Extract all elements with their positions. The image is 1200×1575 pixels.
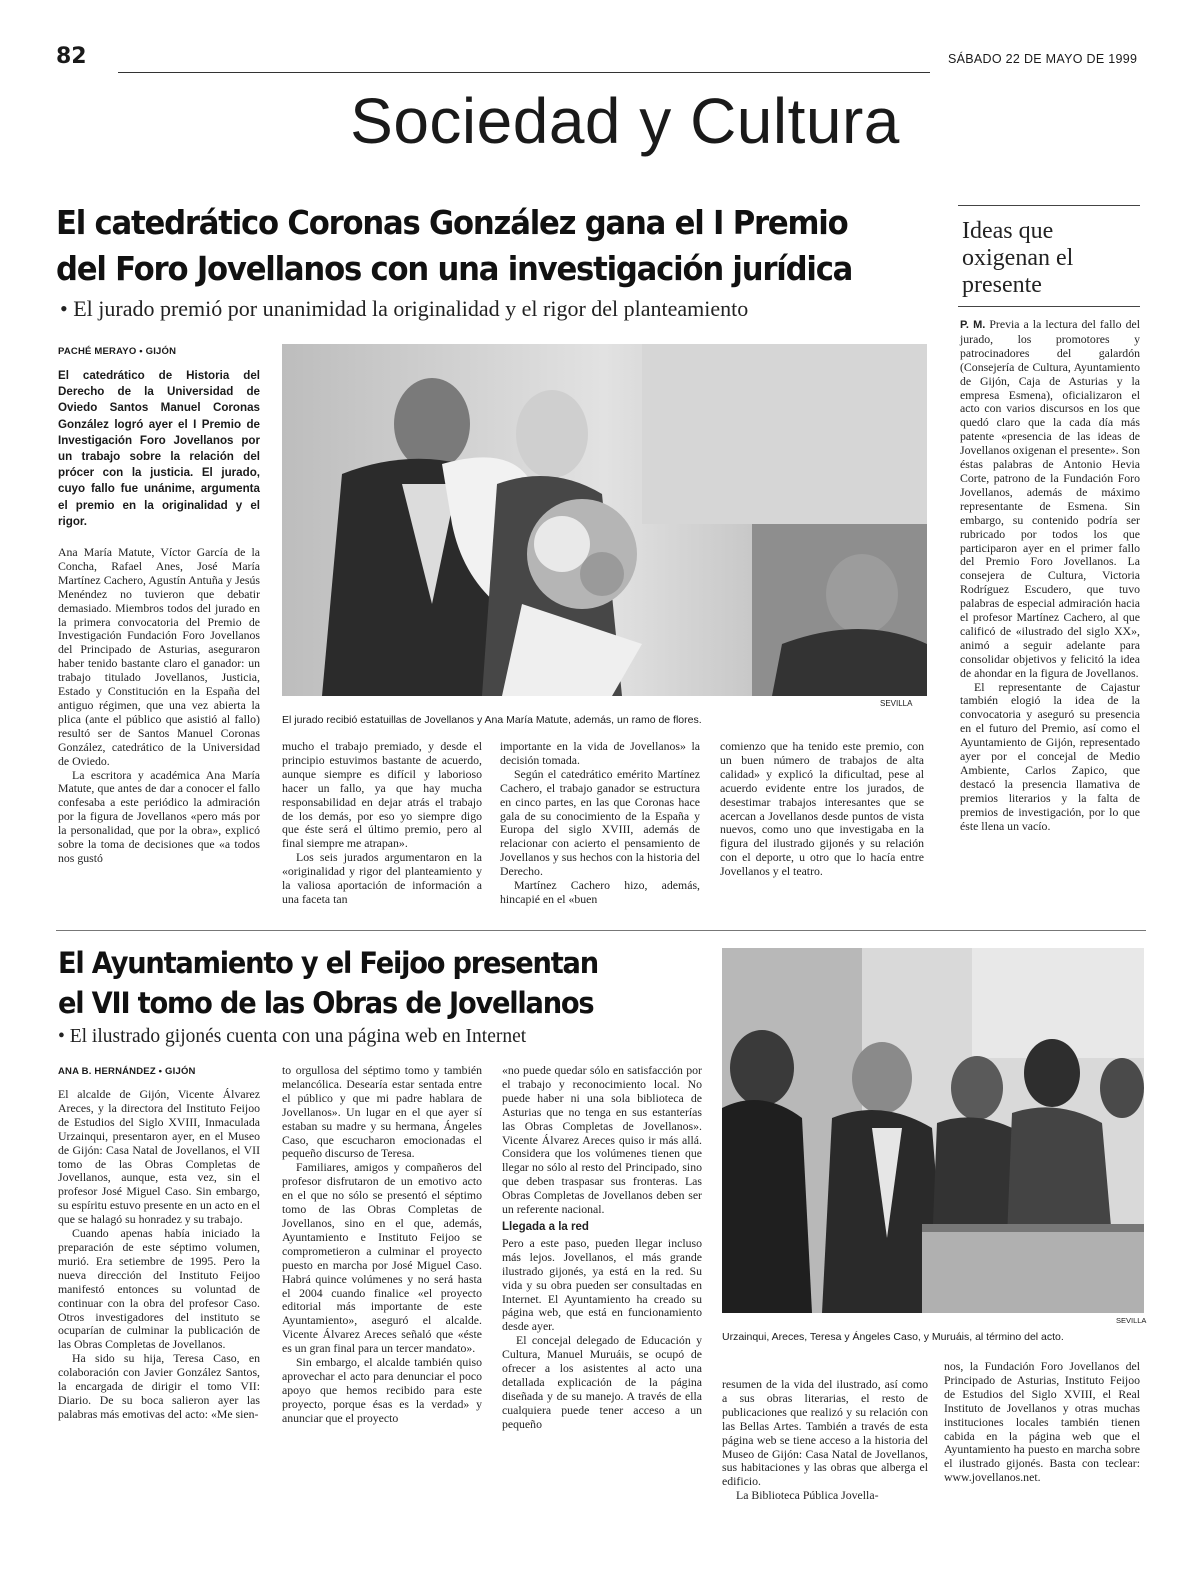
article2-headline-line1: El Ayuntamiento y el Feijoo presentan [58, 946, 598, 980]
paragraph: importante en la vida de Jovellanos» la decisión tomada. [500, 739, 700, 767]
paragraph: Los seis jurados argumentaron en la «originalidad y rigor del planteamiento y la valiosa aportación de información a una faceta tan [282, 850, 482, 906]
paragraph: La escritora y académica Ana María Matute, que antes de dar a conocer el fallo confesaba a este periódico la admiración por la figura de Jovellanos «pero más por la personalidad, que por la obra», explicó sobre la toma de decisiones que «a todos nos gustó [58, 767, 260, 865]
paragraph: resumen de la vida del ilustrado, así como a sus obras literarias, el resto de publicaciones que realizó y su relación con las Bellas Artes. También a través de esta página web se tiene acceso a la historia del Museo de Gijón: Casa Natal de Jovellanos, sus habitaciones y las obras que alberga el edificio. [722, 1377, 928, 1489]
sidebar-rule-top [958, 205, 1140, 206]
article1-column-1 [58, 546, 260, 866]
article1-photo [282, 344, 927, 696]
article1-column-2 [282, 740, 482, 907]
presentation-photo-image [722, 948, 1144, 1313]
article2-column-1 [58, 1088, 260, 1422]
paragraph: Previa a la lectura del fallo del jurado, los promotores y patrocinadores del galardón (Consejería de Cultura, Ayuntamiento de Gijón, Caja de Asturias y la empresa Esmena), oficializaron el acto con varios discursos en los que quedó claro que la cada día más patente «presencia de las ideas de Jovellanos oxigenan el presente». Son éstas palabras de Antonio Hevia Corte, patrono de la Fundación Foro Jovellanos, además de máximo representante de Esmena. Sin embargo, su contenido podría ser rubricado por todos los que participaron ayer en el primer fallo del Premio Foro Jovellanos. La consejera de Cultura, Victoria Rodríguez Escudero, que tuvo palabras de especial admiración hacia el profesor Martínez Cachero, al que calificó de «ilustrado del siglo XX», animó a seguir adelante para consolidar objetivos y felicitó la idea de ahondar en la figura de Jovellanos. [960, 317, 1140, 680]
sidebar-rule-bottom [958, 306, 1140, 307]
paragraph: nos, la Fundación Foro Jovellanos del Principado de Asturias, Instituto Feijoo de Estudios del Siglo XVIII, el Real Instituto de Jovellanos y otras muchas instituciones locales también tienen cabida en la página web que el Ayuntamiento ha puesto en marcha sobre el ilustrado gijonés. Basta con teclear: www.jovellanos.net. [944, 1359, 1140, 1485]
paragraph: Sin embargo, el alcalde también quiso aprovechar el acto para denunciar el poco apoyo que hemos recibido para este proyecto, porque ésas es la verdad» y anunciar que el proyecto [282, 1355, 482, 1425]
paragraph: Martínez Cachero hizo, además, hincapié en el «buen [500, 878, 700, 906]
award-ceremony-photo-image [282, 344, 927, 696]
article1-lead: El catedrático de Historia del Derecho de la Universidad de Oviedo Santos Manuel Coronas González logró ayer el I Premio de Investigación Foro Jovellanos por un trabajo sobre la relación del prócer con la justicia. El jurado, cuyo fallo fue unánime, argumenta el premio en la originalidad y el rigor. [58, 369, 260, 528]
issue-date: SÁBADO 22 DE MAYO DE 1999 [948, 52, 1138, 66]
sidebar-initials: P. M. [960, 319, 986, 331]
paragraph: Según el catedrático emérito Martínez Cachero, el trabajo ganador se estructura en cinco partes, en las que Coronas hace gala de su conocimiento de la España y Europa del siglo XVIII, además de relacionar con acierto el pensamiento de Jovellanos y sus hechos con la historia del Derecho. [500, 766, 700, 879]
article1-photo-caption: El jurado recibió estatuillas de Jovellanos y Ana María Matute, además, un ramo de flores. [282, 714, 702, 726]
paragraph: Ana María Matute, Víctor García de la Concha, Rafael Anes, José María Martínez Cachero, Agustín Antuña y Jesús Menéndez no tuvieron que debatir demasiado. Miembros todos del jurado en la primera convocatoria del Premio de Investigación Fundación Foro Jovellanos del Principado de Asturias, aseguraron haber tenido bastante claro el ganador: un trabajo titulado Jovellanos, Justicia, Estado y Constitución en la España del antiguo régimen, que una vez abierta la plica (ante el público que asistió al fallo) resultó ser de Santos Manuel Coronas González, catedrático de la Universidad de Oviedo. [58, 545, 260, 768]
article2-subheading: Llegada a la red [502, 1220, 589, 1233]
article2-photo [722, 948, 1144, 1313]
paragraph: «no puede quedar sólo en satisfacción por el trabajo y reconocimiento local. No puede haber ni una sola biblioteca de Asturias que no tenga en sus estanterías las Obras Completas de Jovellanos». Vicente Álvarez Areces quiso ir más allá. Considera que los volúmenes tienen que llegar no sólo al resto del Principado, sino que deben traspasar sus fronteras. Las Obras Completas de Jovellanos deben ser un referente nacional. [502, 1063, 702, 1217]
paragraph: El representante de Cajastur también elogió la idea de la convocatoria y aseguró su presencia en el futuro del Premio, así como el Ayuntamiento de Gijón, representado ayer por el concejal de Medio Ambiente, Carlos Zapico, que destacó la presencia llamativa de premios literarios y la falta de premios de investigación, por lo que éste llena un vacío. [960, 679, 1140, 833]
article1-byline: PACHÉ MERAYO • GIJÓN [58, 346, 177, 357]
article2-byline: ANA B. HERNÁNDEZ • GIJÓN [58, 1066, 196, 1077]
page-number: 82 [56, 44, 87, 69]
article2-headline-line2: el VII tomo de las Obras de Jovellanos [58, 986, 594, 1020]
article1-column-4 [720, 740, 924, 879]
article1-headline-line2: del Foro Jovellanos con una investigación jurídica [56, 249, 853, 288]
article2-column-5 [944, 1360, 1140, 1485]
paragraph: mucho el trabajo premiado, y desde el principio estuvimos bastante de acuerdo, aunque siempre es difícil y laborioso hacer un fallo, ya que hay mucha responsabilidad en dejar atrás el trabajo de los demás, por eso yo siempre digo que éste será el último premio, pero al final siempre me atrapan». [282, 739, 482, 851]
paragraph: Ha sido su hija, Teresa Caso, en colaboración con Javier González Santos, la encargada de dirigir el tomo VII: Diario. De su boca salieron ayer las palabras más emotivas del acto: «Me sien- [58, 1351, 260, 1421]
article2-photo-caption: Urzainqui, Areces, Teresa y Ángeles Caso, y Muruáis, al término del acto. [722, 1331, 1064, 1343]
article2-photo-credit: SEVILLA [1116, 1316, 1147, 1325]
article1-photo-credit: SEVILLA [880, 699, 913, 708]
paragraph: Cuando apenas había iniciado la preparación de este séptimo volumen, murió. Era setiembre de 1995. Pero la nueva dirección del Instituto Feijoo manifestó entonces su voluntad de continuar con la obra del profesor Caso. Otros investigadores del instituto se ocuparían de culminar la publicación de las Obras Completas de Jovellanos. [58, 1226, 260, 1352]
paragraph: comienzo que ha tenido este premio, con un buen número de trabajos de alta calidad» y explicó la dificultad, pese al acuerdo evidente entre los jurados, de desestimar trabajos interesantes que se acercan a Jovellanos desde puntos de vista nuevos, como uno que investigaba en la figura del ilustrado gijonés y su relación con el deporte, u otro que lo hacía entre Jovellanos y el teatro. [720, 739, 924, 879]
article2-column-2 [282, 1064, 482, 1426]
articles-divider [56, 930, 1146, 931]
paragraph: El alcalde de Gijón, Vicente Álvarez Areces, y la directora del Instituto Feijoo de Estudios del Siglo XVIII, Inmaculada Urzainqui, presentaron ayer, en el Museo de Gijón: Casa Natal de Jovellanos, el VII tomo de las Obras Completas de Jovellanos, aunque, esta vez, sin el profesor José Miguel Caso. Sin embargo, su espíritu estuvo presente en un acto en el que se halagó su honradez y su trabajo. [58, 1087, 260, 1227]
header-rule [118, 72, 930, 73]
sidebar-body [960, 318, 1140, 834]
article2-subhead: • El ilustrado gijonés cuenta con una página web en Internet [58, 1026, 527, 1047]
paragraph: La Biblioteca Pública Jovella- [736, 1488, 879, 1503]
paragraph: Familiares, amigos y compañeros del profesor disfrutaron de un emotivo acto en el que no sólo se presentó el séptimo tomo de las Obras Completas de Jovellanos, sino en el que, además, Ayuntamiento e Instituto Feijoo se comprometieron a culminar el proyecto puesto en marcha por José Miguel Caso. Habrá quince volúmenes y no será hasta el 2004 cuando finalice «el proyecto editorial más importante de este Ayuntamiento», aseguró el alcalde. Vicente Álvarez Areces señaló que «éste es un gran final para un tercer mandato». [282, 1160, 482, 1356]
paragraph: Pero a este paso, pueden llegar incluso más lejos. Jovellanos, el más grande ilustrado gijonés, ya está en la red. Su vida y su obra pueden ser consultadas en Internet. El Ayuntamiento ha creado su página web, que está en funcionamiento desde ayer. [502, 1235, 702, 1334]
paragraph: El concejal delegado de Educación y Cultura, Manuel Muruáis, se ocupó de ofrecer a los asistentes al acto una detallada explicación de la página diseñada y de su manejo. A través de ella cualquiera puede tener acceso a un pequeño [502, 1333, 702, 1431]
sidebar-title: Ideas que oxigenan el presente [962, 218, 1074, 298]
article1-column-3 [500, 740, 700, 907]
article2-column-3 [502, 1064, 702, 1432]
article2-column-4 [722, 1378, 928, 1503]
paragraph: to orgullosa del séptimo tomo y también melancólica. Desearía estar sentada entre el público y que mi padre hablara de Jovellanos». Un lugar en el que ayer sí estaban su madre y su hermana, Ángeles Caso, que escucharon emocionadas el pequeño discurso de Teresa. [282, 1063, 482, 1161]
article1-subhead: • El jurado premió por unanimidad la originalidad y el rigor del planteamiento [60, 296, 749, 321]
article1-headline-line1: El catedrático Coronas González gana el I Premio [56, 203, 848, 242]
section-title: Sociedad y Cultura [350, 85, 900, 157]
